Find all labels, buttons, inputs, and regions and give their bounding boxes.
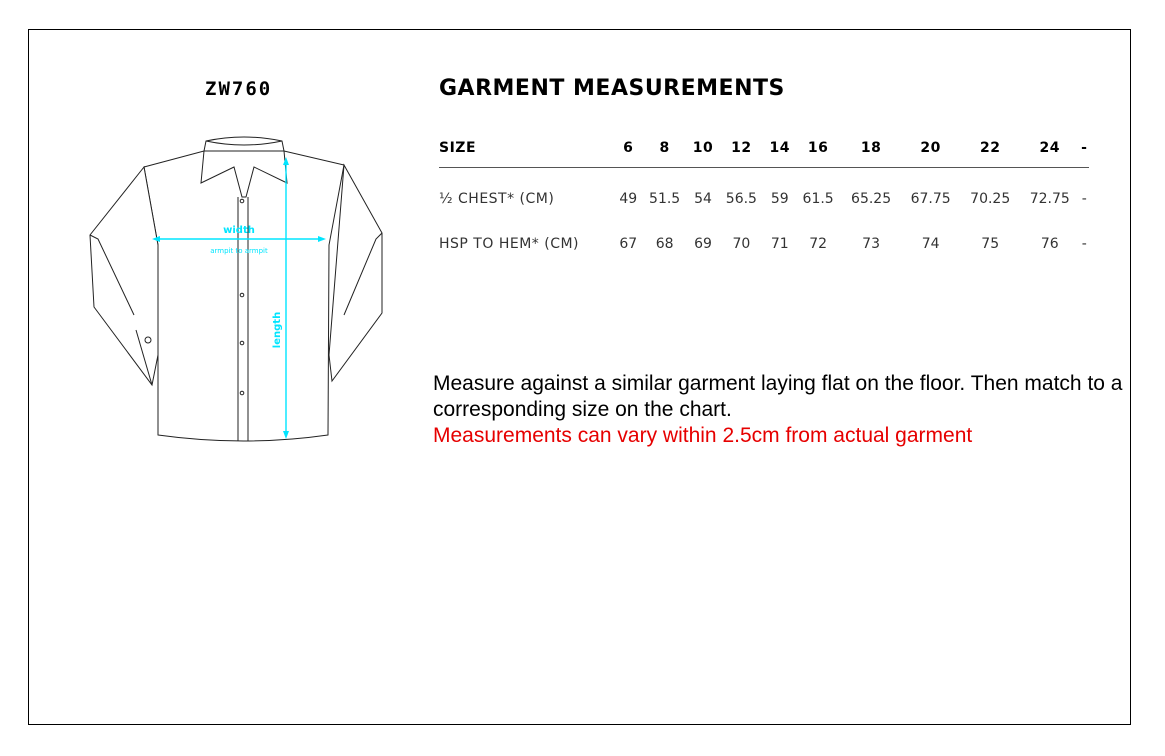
table-cell: 51.5 [649, 190, 681, 207]
table-cell: 49 [619, 190, 638, 207]
length-label: length [272, 311, 283, 349]
table-cell: 70 [732, 235, 751, 252]
table-cell: 54 [694, 190, 712, 207]
page-title: GARMENT MEASUREMENTS [439, 76, 785, 101]
size-header: 16 [795, 140, 841, 168]
size-header: 12 [718, 140, 764, 168]
table-cell: 74 [921, 235, 940, 252]
table-row-chest [439, 168, 1089, 222]
table-row-length [439, 221, 1089, 266]
size-header: - [1080, 140, 1089, 168]
measurement-table [439, 140, 1089, 266]
size-header-label: SIZE [439, 140, 615, 168]
size-header: 6 [615, 140, 641, 168]
table-cell: 68 [655, 235, 674, 252]
table-cell: 72.75 [1029, 190, 1070, 207]
shirt-diagram [86, 135, 388, 445]
table-cell: 59 [770, 190, 789, 207]
size-header: 22 [960, 140, 1020, 168]
size-header: 24 [1020, 140, 1080, 168]
table-cell: 61.5 [802, 190, 834, 207]
table-cell: 67 [619, 235, 638, 252]
table-cell: - [1081, 235, 1087, 252]
width-label: width [223, 225, 255, 236]
table-cell: 56.5 [725, 190, 757, 207]
table-cell: 67.75 [910, 190, 951, 207]
table-cell: 72 [809, 235, 828, 252]
row-label: ½ CHEST* (CM) [439, 190, 555, 207]
table-cell: 73 [862, 235, 880, 252]
table-cell: 69 [694, 235, 712, 252]
table-cell: 70.25 [970, 190, 1011, 207]
note-warning: Measurements can vary within 2.5cm from actual garment [433, 424, 973, 447]
size-header: 8 [641, 140, 687, 168]
measurement-note [433, 371, 1123, 449]
style-code: ZW760 [205, 78, 273, 100]
size-header: 10 [688, 140, 718, 168]
table-cell: - [1081, 190, 1087, 207]
note-instruction: Measure against a similar garment laying flat on the floor. Then match to a corresponding size on the chart. [433, 372, 1123, 421]
size-header-row [439, 140, 1089, 168]
table-cell: 71 [770, 235, 789, 252]
table-cell: 65.25 [851, 190, 892, 207]
table-cell: 76 [1040, 235, 1059, 252]
width-sublabel: armpit to armpit [210, 247, 268, 255]
size-header: 14 [765, 140, 795, 168]
table-cell: 75 [981, 235, 1000, 252]
size-header: 20 [901, 140, 961, 168]
row-label: HSP TO HEM* (CM) [439, 235, 580, 252]
size-header: 18 [841, 140, 901, 168]
